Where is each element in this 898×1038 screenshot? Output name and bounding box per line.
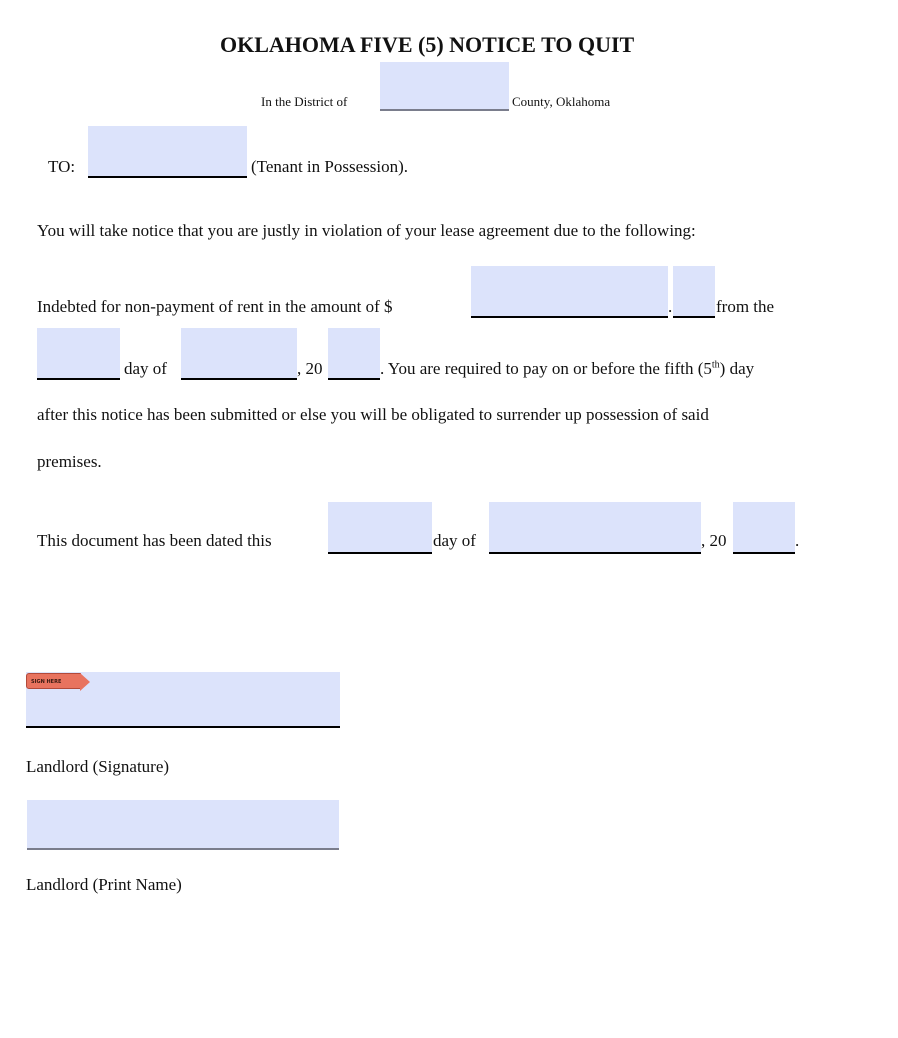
- sign-here-tag[interactable]: SIGN HERE: [26, 673, 81, 689]
- landlord-print-name-field[interactable]: [27, 800, 339, 850]
- dated-text: This document has been dated this: [37, 531, 272, 550]
- amount-dollars-field[interactable]: [471, 266, 668, 318]
- from-year-field[interactable]: [328, 328, 380, 380]
- notice-text: You will take notice that you are justly in violation of your lease agreement due to the following:: [37, 221, 696, 240]
- county-field[interactable]: [380, 62, 509, 111]
- dated-year-field[interactable]: [733, 502, 795, 554]
- period: .: [795, 531, 800, 550]
- year-prefix-2: , 20: [701, 531, 727, 550]
- from-day-field[interactable]: [37, 328, 120, 380]
- required-text: . You are required to pay on or before the fifth (5th) day: [380, 359, 755, 378]
- dated-month-field[interactable]: [489, 502, 701, 554]
- district-prefix: In the District of: [261, 94, 348, 109]
- year-prefix-1: , 20: [297, 359, 323, 378]
- from-the-text: from the: [716, 297, 775, 316]
- print-name-label: Landlord (Print Name): [26, 875, 182, 894]
- district-suffix: County, Oklahoma: [512, 94, 611, 109]
- day-of-text-1: day of: [124, 359, 167, 378]
- amount-cents-field[interactable]: [673, 266, 715, 318]
- tenant-suffix: (Tenant in Possession).: [251, 157, 408, 176]
- after-notice-text: after this notice has been submitted or else you will be obligated to surrender up possession of said: [37, 405, 709, 424]
- day-of-text-2: day of: [433, 531, 476, 550]
- tenant-name-field[interactable]: [88, 126, 247, 178]
- from-month-field[interactable]: [181, 328, 297, 380]
- dated-day-field[interactable]: [328, 502, 432, 554]
- indebted-text: Indebted for non-payment of rent in the amount of $: [37, 297, 393, 316]
- to-label: TO:: [48, 157, 76, 176]
- signature-label: Landlord (Signature): [26, 757, 170, 776]
- decimal-point: .: [668, 297, 673, 316]
- document-title: OKLAHOMA FIVE (5) NOTICE TO QUIT: [220, 32, 635, 57]
- premises-text: premises.: [37, 452, 102, 471]
